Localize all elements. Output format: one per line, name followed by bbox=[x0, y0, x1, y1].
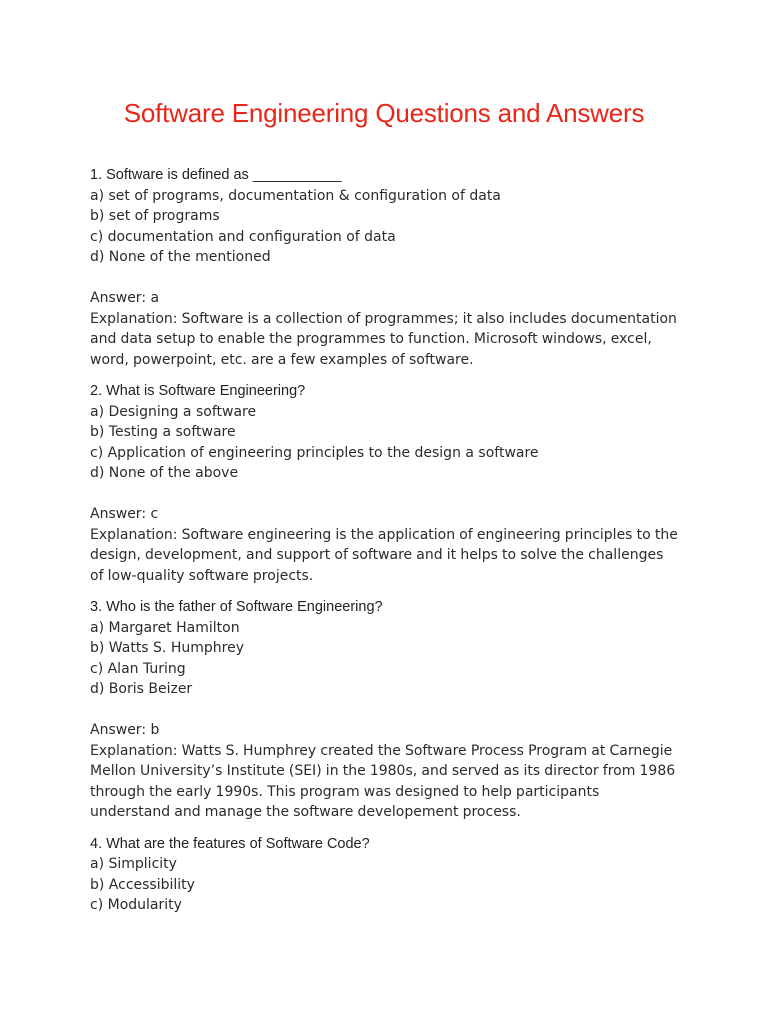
explanation-text: Explanation: Software is a collection of programmes; it also includes documentation and data setup to enable the programmes to function. Microsoft windows, excel, word, powerpoint, etc. are a few examples of software. bbox=[90, 310, 677, 368]
option-b: b) Watts S. Humphrey bbox=[90, 640, 244, 656]
option-b: b) set of programs bbox=[90, 208, 220, 224]
question-text: 1. Software is defined as ___________ bbox=[90, 167, 342, 183]
option-a: a) Simplicity bbox=[90, 856, 177, 872]
question-block-1 bbox=[90, 165, 678, 370]
explanation-text: Explanation: Software engineering is the application of engineering principles to the design, development, and support of software and it helps to solve the challenges of low-quality software projects. bbox=[90, 526, 678, 584]
page-title: Software Engineering Questions and Answers bbox=[123, 98, 645, 128]
option-d: d) None of the mentioned bbox=[90, 249, 271, 265]
option-d: d) None of the above bbox=[90, 465, 239, 481]
question-text: 3. Who is the father of Software Engineering? bbox=[90, 599, 383, 615]
answer-text: Answer: b bbox=[90, 722, 160, 738]
question-block-3 bbox=[90, 597, 678, 823]
option-a: a) Margaret Hamilton bbox=[90, 619, 240, 636]
explanation-text: Explanation: Watts S. Humphrey created the Software Process Program at Carnegie Mellon University’s Institute (SEI) in the 1980s, and served as its director from 1986 through the early 1990s. This program was designed to help participants understand and manage the software developement process. bbox=[90, 742, 676, 820]
question-text: 4. What are the features of Software Code? bbox=[90, 835, 370, 852]
question-block-2 bbox=[90, 381, 678, 586]
option-a: a) Designing a software bbox=[90, 403, 257, 420]
answer-text: Answer: c bbox=[90, 506, 159, 522]
option-d: d) Boris Beizer bbox=[90, 681, 193, 697]
option-c: c) Modularity bbox=[90, 897, 182, 913]
option-a: a) set of programs, documentation & configuration of data bbox=[90, 187, 501, 204]
question-block-4 bbox=[90, 834, 678, 916]
option-b: b) Accessibility bbox=[90, 876, 195, 893]
option-b: b) Testing a software bbox=[90, 424, 236, 440]
option-c: c) documentation and configuration of data bbox=[90, 228, 396, 245]
option-c: c) Alan Turing bbox=[90, 660, 186, 677]
option-c: c) Application of engineering principles to the design a software bbox=[90, 444, 539, 461]
question-text: 2. What is Software Engineering? bbox=[90, 383, 306, 399]
answer-text: Answer: a bbox=[90, 290, 160, 306]
